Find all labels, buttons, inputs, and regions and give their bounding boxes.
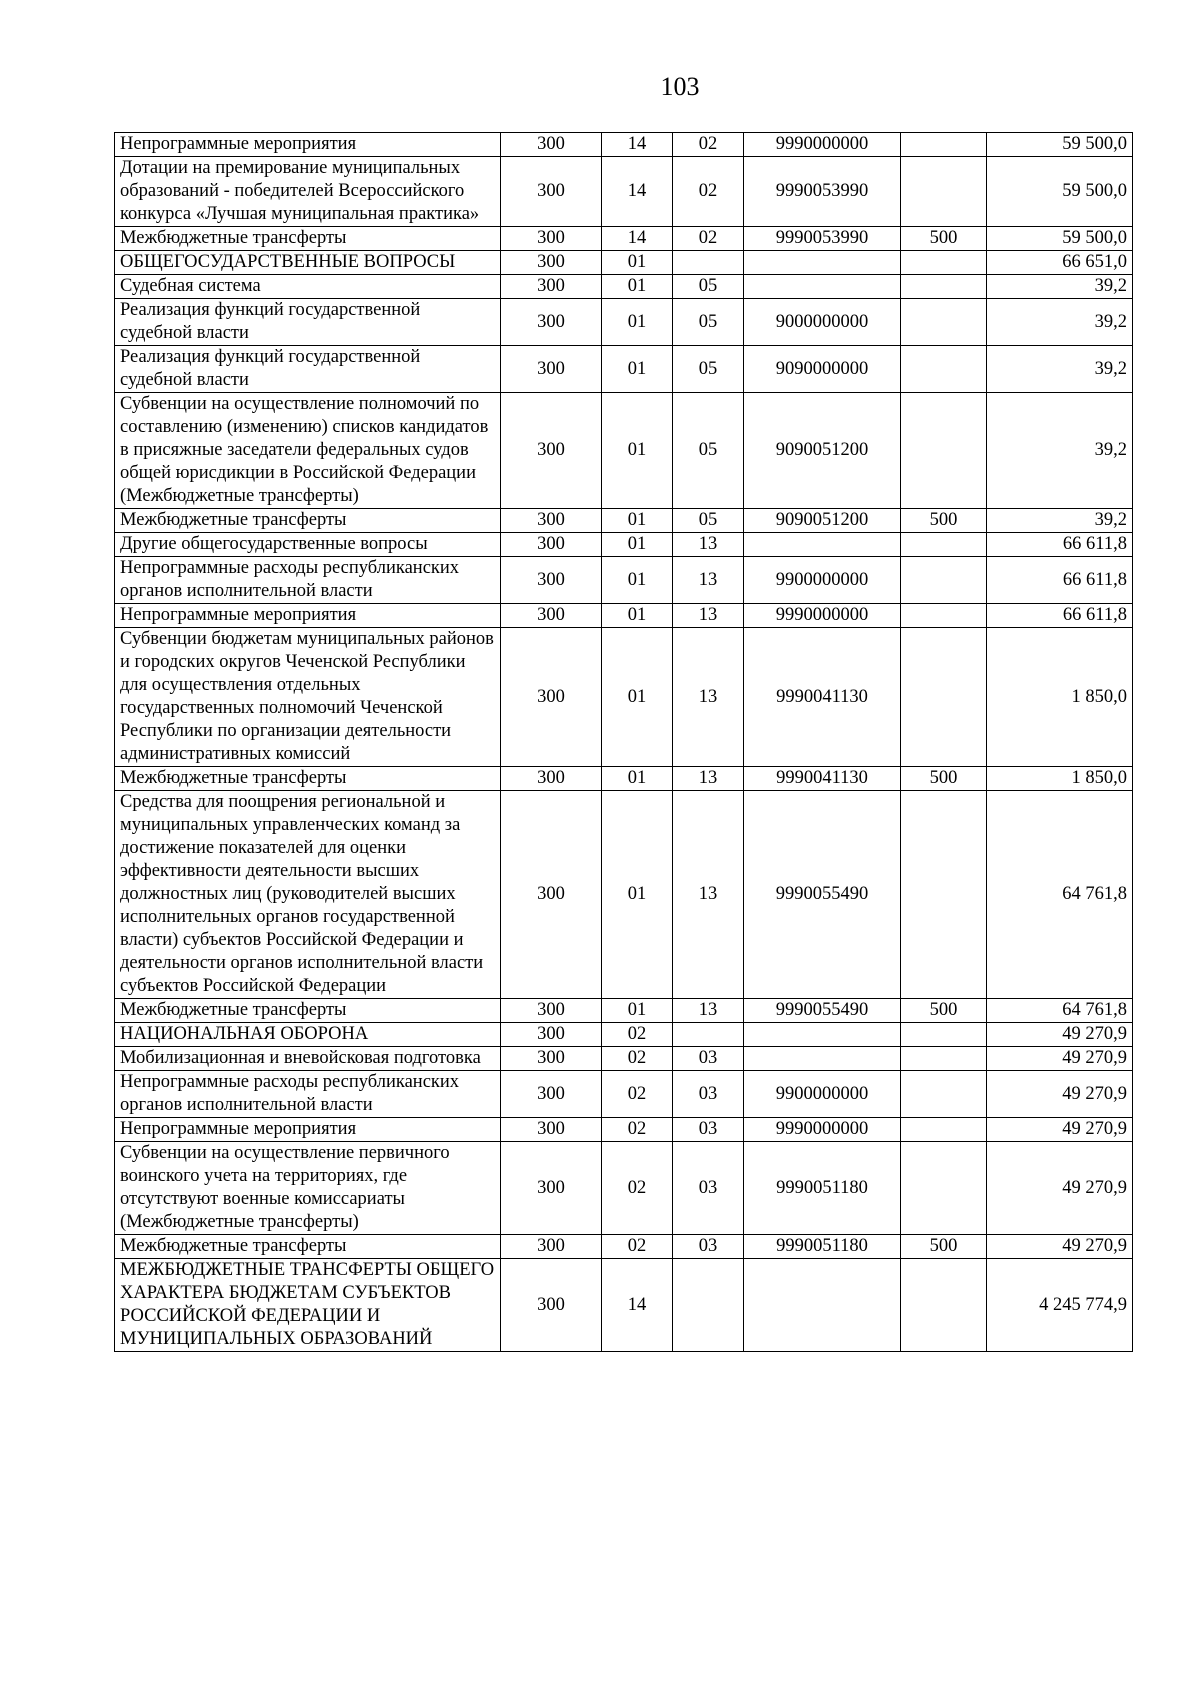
cell-section: 14 [602,227,673,251]
cell-name: Межбюджетные трансферты [115,999,501,1023]
cell-section: 01 [602,251,673,275]
cell-expense-type [901,346,987,393]
cell-name: Непрограммные расходы республиканских органов исполнительной власти [115,557,501,604]
cell-ved: 300 [501,767,602,791]
cell-subsection: 13 [673,767,744,791]
table-row [115,346,1133,393]
cell-name: Мобилизационная и вневойсковая подготовка [115,1047,501,1071]
cell-subsection [673,251,744,275]
cell-amount: 49 270,9 [987,1235,1133,1259]
cell-target-article [744,1047,901,1071]
cell-subsection: 05 [673,275,744,299]
cell-expense-type [901,275,987,299]
table-row [115,1142,1133,1235]
cell-ved: 300 [501,628,602,767]
cell-section: 01 [602,767,673,791]
cell-section: 02 [602,1235,673,1259]
cell-name: Субвенции на осуществление полномочий по составлению (изменению) списков кандидатов в присяжные заседатели федеральных судов общей юрисдикции в Российской Федерации (Межбюджетные трансферты) [115,393,501,509]
table-row [115,628,1133,767]
cell-ved: 300 [501,1023,602,1047]
cell-name: Субвенции бюджетам муниципальных районов и городских округов Чеченской Республики для осуществления отдельных государственных полномочий Чеченской Республики по организации деятельности административных комиссий [115,628,501,767]
table-row [115,1071,1133,1118]
cell-amount: 64 761,8 [987,999,1133,1023]
cell-target-article: 9990051180 [744,1235,901,1259]
cell-target-article: 9090051200 [744,393,901,509]
cell-name: Средства для поощрения региональной и муниципальных управленческих команд за достижение показателей для оценки эффективности деятельности высших должностных лиц (руководителей высших исполнительных органов государственной власти) субъектов Российской Федерации и деятельности органов исполнительной власти субъектов Российской Федерации [115,791,501,999]
cell-expense-type [901,299,987,346]
cell-subsection: 02 [673,157,744,227]
cell-name: Межбюджетные трансферты [115,767,501,791]
cell-subsection: 02 [673,133,744,157]
cell-name: Непрограммные мероприятия [115,1118,501,1142]
cell-amount: 39,2 [987,393,1133,509]
page-number: 103 [660,72,700,101]
cell-subsection [673,1259,744,1352]
cell-subsection: 03 [673,1235,744,1259]
cell-subsection: 13 [673,791,744,999]
cell-amount: 39,2 [987,346,1133,393]
cell-section: 01 [602,791,673,999]
cell-ved: 300 [501,509,602,533]
cell-amount: 66 611,8 [987,557,1133,604]
cell-subsection: 13 [673,999,744,1023]
cell-expense-type [901,628,987,767]
cell-name: Реализация функций государственной судебной власти [115,299,501,346]
table-row [115,533,1133,557]
cell-name: Непрограммные мероприятия [115,133,501,157]
cell-ved: 300 [501,133,602,157]
cell-target-article [744,1023,901,1047]
cell-target-article: 9990000000 [744,1118,901,1142]
cell-subsection: 02 [673,227,744,251]
table-row [115,275,1133,299]
cell-amount: 59 500,0 [987,133,1133,157]
cell-name: ОБЩЕГОСУДАРСТВЕННЫЕ ВОПРОСЫ [115,251,501,275]
cell-target-article: 9990000000 [744,604,901,628]
cell-expense-type [901,251,987,275]
cell-target-article: 9900000000 [744,557,901,604]
cell-ved: 300 [501,604,602,628]
cell-subsection: 13 [673,628,744,767]
cell-amount: 59 500,0 [987,227,1133,251]
cell-subsection: 03 [673,1071,744,1118]
cell-subsection: 05 [673,299,744,346]
cell-target-article: 9900000000 [744,1071,901,1118]
cell-target-article: 9000000000 [744,299,901,346]
cell-expense-type [901,1259,987,1352]
cell-subsection: 13 [673,604,744,628]
cell-expense-type [901,1118,987,1142]
cell-expense-type [901,791,987,999]
table-row [115,1047,1133,1071]
budget-table [114,132,1133,1352]
cell-amount: 64 761,8 [987,791,1133,999]
cell-expense-type [901,1142,987,1235]
cell-expense-type [901,1071,987,1118]
cell-expense-type: 500 [901,509,987,533]
cell-amount: 1 850,0 [987,628,1133,767]
cell-amount: 66 651,0 [987,251,1133,275]
cell-ved: 300 [501,999,602,1023]
cell-section: 14 [602,133,673,157]
cell-target-article: 9990041130 [744,628,901,767]
cell-amount: 49 270,9 [987,1118,1133,1142]
cell-expense-type [901,533,987,557]
table-row [115,133,1133,157]
cell-expense-type: 500 [901,1235,987,1259]
cell-expense-type: 500 [901,999,987,1023]
cell-name: Дотации на премирование муниципальных образований - победителей Всероссийского конкурса «Лучшая муниципальная практика» [115,157,501,227]
cell-name: Другие общегосударственные вопросы [115,533,501,557]
cell-target-article: 9990051180 [744,1142,901,1235]
cell-section: 02 [602,1023,673,1047]
cell-name: Межбюджетные трансферты [115,509,501,533]
table-row [115,604,1133,628]
cell-amount: 1 850,0 [987,767,1133,791]
cell-amount: 66 611,8 [987,604,1133,628]
table-row [115,227,1133,251]
cell-subsection: 05 [673,393,744,509]
cell-subsection: 03 [673,1118,744,1142]
cell-target-article: 9990000000 [744,133,901,157]
cell-amount: 49 270,9 [987,1071,1133,1118]
cell-expense-type [901,604,987,628]
table-row [115,1118,1133,1142]
cell-name: Межбюджетные трансферты [115,1235,501,1259]
cell-expense-type [901,393,987,509]
cell-ved: 300 [501,393,602,509]
cell-ved: 300 [501,227,602,251]
cell-expense-type: 500 [901,767,987,791]
cell-section: 01 [602,299,673,346]
cell-amount: 39,2 [987,509,1133,533]
cell-target-article: 9990053990 [744,227,901,251]
table-row [115,557,1133,604]
cell-ved: 300 [501,791,602,999]
cell-amount: 49 270,9 [987,1047,1133,1071]
table-row [115,299,1133,346]
cell-ved: 300 [501,251,602,275]
table-body [115,133,1133,1352]
table-row [115,767,1133,791]
cell-name: Непрограммные расходы республиканских органов исполнительной власти [115,1071,501,1118]
cell-amount: 59 500,0 [987,157,1133,227]
cell-amount: 49 270,9 [987,1023,1133,1047]
cell-target-article: 9990055490 [744,999,901,1023]
cell-subsection: 05 [673,509,744,533]
cell-section: 01 [602,346,673,393]
cell-ved: 300 [501,533,602,557]
cell-amount: 49 270,9 [987,1142,1133,1235]
table-row [115,1235,1133,1259]
cell-target-article: 9990041130 [744,767,901,791]
cell-section: 02 [602,1071,673,1118]
cell-section: 02 [602,1118,673,1142]
cell-name: МЕЖБЮДЖЕТНЫЕ ТРАНСФЕРТЫ ОБЩЕГО ХАРАКТЕРА БЮДЖЕТАМ СУБЪЕКТОВ РОССИЙСКОЙ ФЕДЕРАЦИИ И МУНИЦИПАЛЬНЫХ ОБРАЗОВАНИЙ [115,1259,501,1352]
cell-section: 14 [602,1259,673,1352]
cell-ved: 300 [501,1118,602,1142]
cell-section: 01 [602,509,673,533]
cell-target-article [744,533,901,557]
cell-subsection: 03 [673,1047,744,1071]
cell-section: 01 [602,275,673,299]
table-row [115,393,1133,509]
cell-target-article: 9090000000 [744,346,901,393]
cell-amount: 39,2 [987,275,1133,299]
cell-target-article: 9990053990 [744,157,901,227]
cell-ved: 300 [501,1142,602,1235]
cell-expense-type [901,1023,987,1047]
cell-target-article [744,1259,901,1352]
cell-expense-type [901,157,987,227]
cell-ved: 300 [501,1259,602,1352]
cell-section: 01 [602,999,673,1023]
cell-ved: 300 [501,557,602,604]
table-row [115,509,1133,533]
cell-section: 14 [602,157,673,227]
cell-target-article: 9090051200 [744,509,901,533]
cell-ved: 300 [501,275,602,299]
cell-ved: 300 [501,1235,602,1259]
table-row [115,1259,1133,1352]
cell-target-article: 9990055490 [744,791,901,999]
cell-subsection: 03 [673,1142,744,1235]
cell-target-article [744,251,901,275]
cell-expense-type [901,133,987,157]
cell-section: 01 [602,628,673,767]
cell-expense-type: 500 [901,227,987,251]
cell-name: Непрограммные мероприятия [115,604,501,628]
cell-ved: 300 [501,157,602,227]
cell-section: 01 [602,604,673,628]
cell-name: Субвенции на осуществление первичного воинского учета на территориях, где отсутствуют военные комиссариаты (Межбюджетные трансферты) [115,1142,501,1235]
cell-ved: 300 [501,1047,602,1071]
cell-subsection: 13 [673,533,744,557]
cell-section: 01 [602,557,673,604]
cell-section: 02 [602,1047,673,1071]
table-row [115,1023,1133,1047]
table-row [115,157,1133,227]
cell-section: 02 [602,1142,673,1235]
cell-subsection: 13 [673,557,744,604]
cell-name: Межбюджетные трансферты [115,227,501,251]
cell-name: Реализация функций государственной судебной власти [115,346,501,393]
cell-section: 01 [602,393,673,509]
cell-subsection [673,1023,744,1047]
table-row [115,999,1133,1023]
cell-amount: 66 611,8 [987,533,1133,557]
table-row [115,251,1133,275]
cell-amount: 39,2 [987,299,1133,346]
table-row [115,791,1133,999]
cell-ved: 300 [501,1071,602,1118]
cell-expense-type [901,557,987,604]
cell-name: Судебная система [115,275,501,299]
cell-expense-type [901,1047,987,1071]
cell-ved: 300 [501,346,602,393]
cell-ved: 300 [501,299,602,346]
cell-subsection: 05 [673,346,744,393]
cell-target-article [744,275,901,299]
cell-name: НАЦИОНАЛЬНАЯ ОБОРОНА [115,1023,501,1047]
cell-amount: 4 245 774,9 [987,1259,1133,1352]
cell-section: 01 [602,533,673,557]
